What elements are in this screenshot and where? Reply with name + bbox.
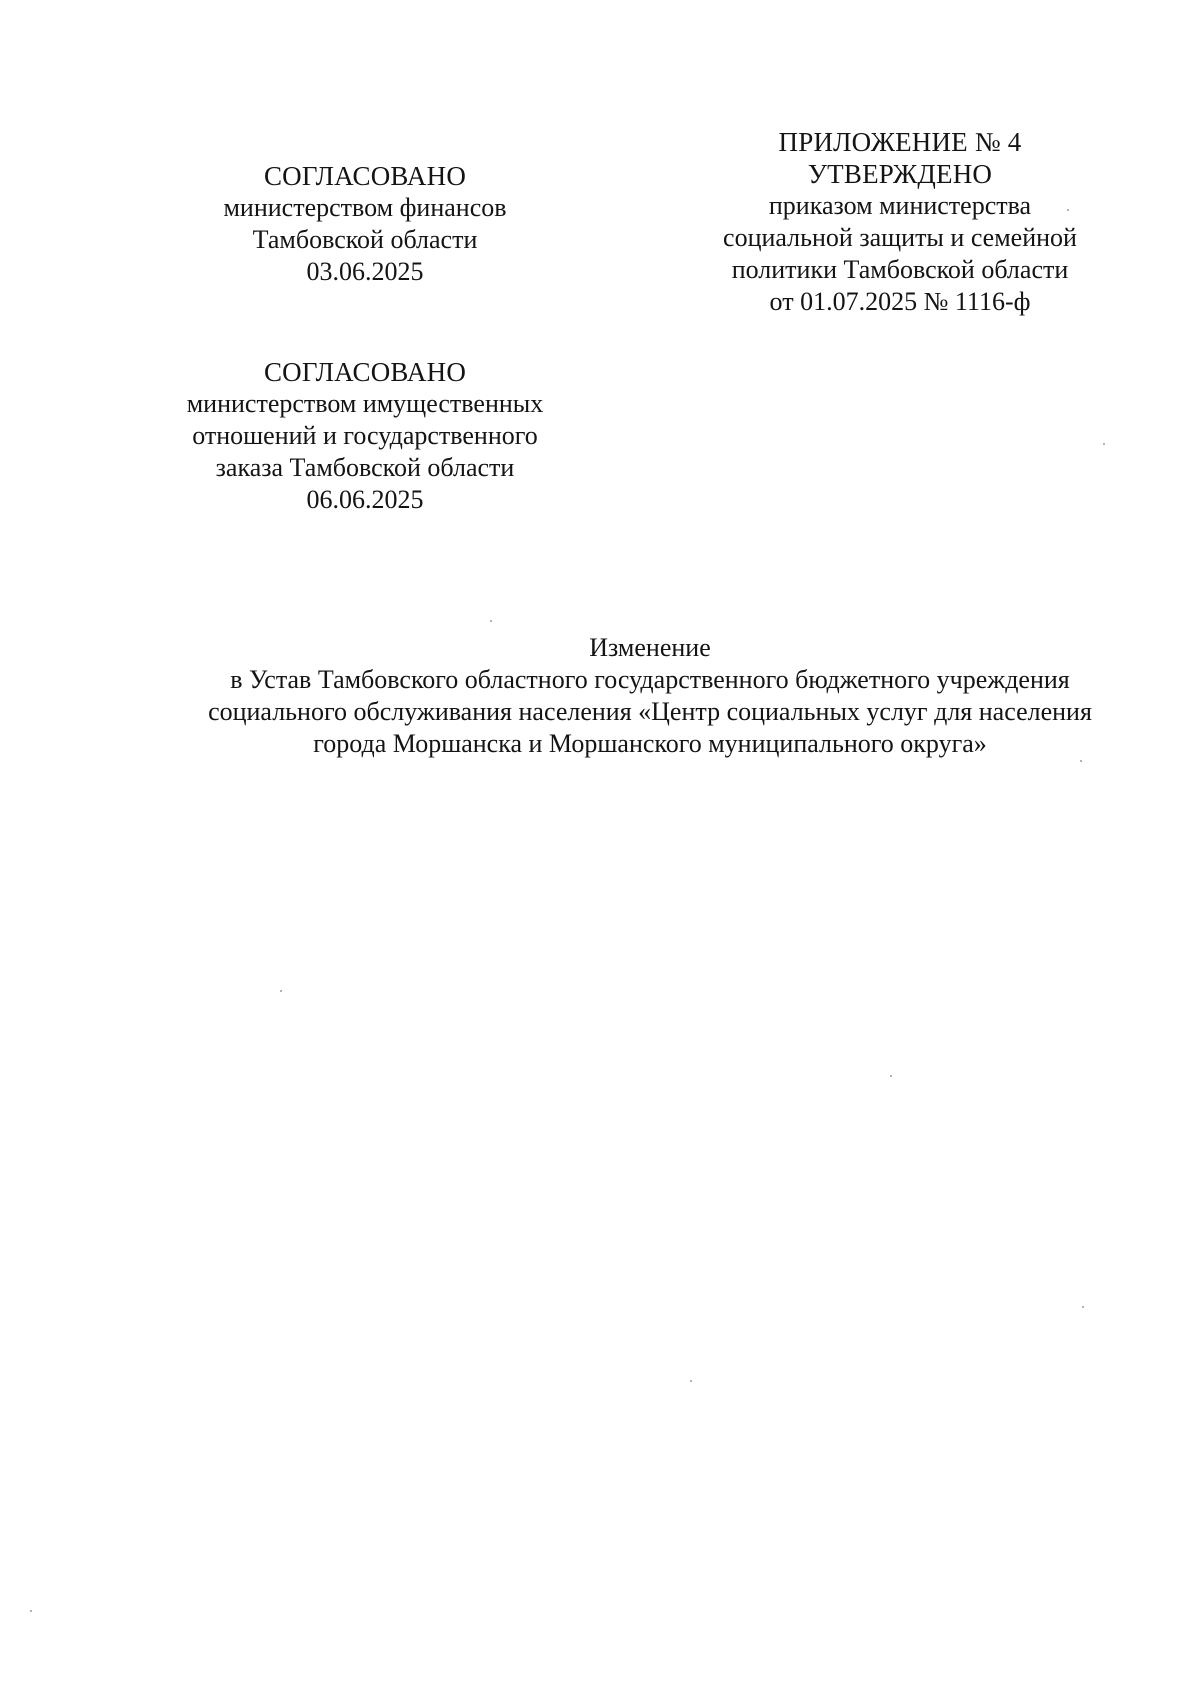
- scan-speck: [490, 620, 492, 622]
- agreed-finance-line: министерством финансов: [223, 193, 507, 222]
- approved-block: [690, 126, 1110, 318]
- scan-speck: [690, 1380, 692, 1382]
- amendment-line: города Моршанска и Моршанского муниципального округа»: [313, 729, 987, 758]
- scan-speck: [1067, 209, 1069, 211]
- scan-speck: [280, 990, 282, 992]
- agreed-property-block: [150, 356, 580, 516]
- approved-line: политики Тамбовской области: [731, 255, 1069, 284]
- agreed-finance-date: 03.06.2025: [306, 257, 424, 286]
- agreed-property-date: 06.06.2025: [306, 485, 424, 514]
- order-number: от 01.07.2025 № 1116-ф: [769, 287, 1031, 316]
- agreed-property-line: отношений и государственного: [192, 421, 538, 450]
- agreed-property-heading: СОГЛАСОВАНО: [263, 357, 467, 387]
- approved-heading: УТВЕРЖДЕНО: [807, 159, 993, 189]
- agreed-finance-block: [185, 160, 545, 288]
- scan-speck: [1080, 760, 1082, 762]
- scan-speck: [30, 1610, 32, 1612]
- amendment-line: в Устав Тамбовского областного государственного бюджетного учреждения: [230, 665, 1070, 694]
- agreed-property-line: заказа Тамбовской области: [215, 453, 515, 482]
- agreed-finance-heading: СОГЛАСОВАНО: [263, 161, 467, 191]
- scan-speck: [890, 1075, 892, 1077]
- approved-line: социальной защиты и семейной: [723, 223, 1077, 252]
- amendment-title: Изменение: [589, 633, 711, 662]
- amendment-title-block: [120, 632, 1180, 760]
- scan-speck: [1103, 443, 1105, 445]
- agreed-finance-line: Тамбовской области: [252, 225, 478, 254]
- amendment-line: социального обслуживания населения «Центр социальных услуг для населения: [208, 697, 1092, 726]
- appendix-number: ПРИЛОЖЕНИЕ № 4: [778, 127, 1022, 157]
- agreed-property-line: министерством имущественных: [186, 389, 544, 418]
- approved-line: приказом министерства: [768, 191, 1032, 220]
- scan-speck: [1082, 1306, 1084, 1308]
